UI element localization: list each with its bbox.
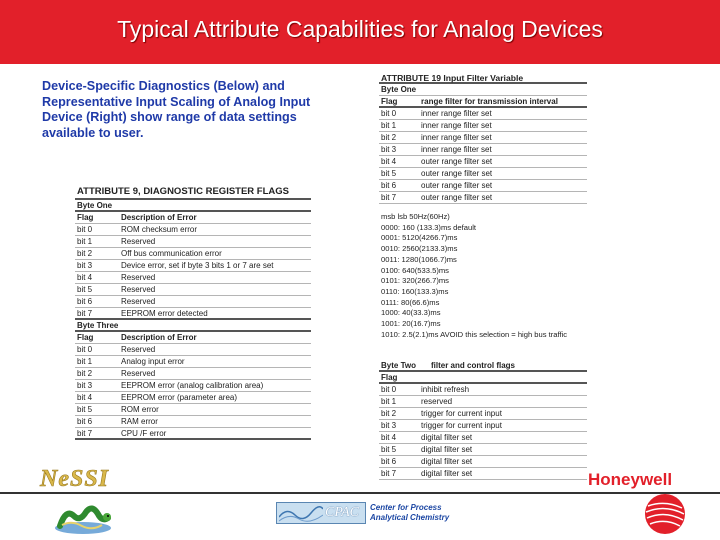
cpac-subtitle xyxy=(370,503,449,522)
byte-three-label-row xyxy=(75,320,311,332)
byte-one-label-row xyxy=(379,84,587,96)
note-line: 0010: 2560(2133.3)ms xyxy=(381,244,458,254)
col-flag: Flag xyxy=(77,333,94,342)
desc-cell: Reserved xyxy=(121,273,156,282)
flag-cell: bit 0 xyxy=(77,225,93,234)
table-row xyxy=(379,132,587,144)
desc-cell: Reserved xyxy=(121,285,156,294)
intro-text: Device-Specific Diagnostics (Below) and Representative Input Scaling of Analog Input Device (Right) show range of data settings available to user. xyxy=(42,79,311,140)
attribute-19-table xyxy=(379,72,587,204)
flag-cell: bit 6 xyxy=(77,297,93,306)
note-line: 0111: 80(66.6)ms xyxy=(381,297,440,307)
byte-one-label-row xyxy=(75,200,311,212)
slide-title: Typical Attribute Capabilities for Analog Devices xyxy=(117,16,603,42)
desc-cell: reserved xyxy=(421,397,453,406)
table-row xyxy=(75,296,311,308)
flag-cell: bit 7 xyxy=(381,469,397,478)
header-row xyxy=(379,96,587,108)
table-row xyxy=(379,396,587,408)
flag-cell: bit 2 xyxy=(77,249,93,258)
desc-cell: digital filter set xyxy=(421,469,473,478)
desc-cell: ROM error xyxy=(121,405,159,414)
note-line: 1010: 2.5(2.1)ms AVOID this selection = high bus traffic xyxy=(381,329,568,339)
table-row xyxy=(379,384,587,396)
table-row xyxy=(75,344,311,356)
flag-cell: bit 3 xyxy=(77,381,93,390)
header-row xyxy=(75,212,311,224)
table-row xyxy=(75,284,311,296)
table-row xyxy=(75,416,311,428)
col-desc: Description of Error xyxy=(121,213,197,222)
byte-two-table xyxy=(379,360,587,480)
note-line: 0110: 160(133.3)ms xyxy=(381,286,449,296)
desc-cell: Device error, set if byte 3 bits 1 or 7 are set xyxy=(121,261,274,270)
desc-cell: Reserved xyxy=(121,297,156,306)
desc-cell: EEPROM error detected xyxy=(121,309,208,318)
flag-cell: bit 0 xyxy=(381,109,397,118)
table-row xyxy=(75,236,311,248)
desc-cell: digital filter set xyxy=(421,433,473,442)
byte-two-label: Byte Two xyxy=(381,361,416,370)
table-row xyxy=(75,356,311,368)
note-line: 0011: 1280(1066.7)ms xyxy=(381,254,457,264)
note-line: 0101: 320(266.7)ms xyxy=(381,276,449,286)
desc-cell: CPU /F error xyxy=(121,429,167,438)
flag-cell: bit 5 xyxy=(77,285,93,294)
table-row xyxy=(75,248,311,260)
desc-cell: inner range filter set xyxy=(421,133,492,142)
desc-cell: EEPROM error (parameter area) xyxy=(121,393,238,402)
note-line: 0001: 5120(4266.7)ms xyxy=(381,233,458,243)
desc-cell: outer range filter set xyxy=(421,181,493,190)
desc-cell: outer range filter set xyxy=(421,157,493,166)
note-line: 1001: 20(16.7)ms xyxy=(381,319,441,329)
header-row xyxy=(379,372,587,384)
flag-cell: bit 2 xyxy=(77,369,93,378)
cpac-line-2: Analytical Chemistry xyxy=(370,512,450,522)
flag-cell: bit 3 xyxy=(381,421,397,430)
col-flag: Flag xyxy=(381,373,398,382)
byte-three-label: Byte Three xyxy=(77,321,119,330)
cpac-line-1: Center for Process xyxy=(370,503,442,512)
table-row xyxy=(379,432,587,444)
flag-cell: bit 7 xyxy=(77,309,93,318)
filter-timing-notes xyxy=(381,212,586,340)
flag-cell: bit 4 xyxy=(381,433,397,442)
table-row xyxy=(379,144,587,156)
ness-logo: NeSSI xyxy=(40,466,110,492)
flag-cell: bit 1 xyxy=(77,237,93,246)
ness-mascot-icon xyxy=(52,498,114,536)
flag-cell: bit 4 xyxy=(381,157,397,166)
desc-cell: inner range filter set xyxy=(421,109,492,118)
table-row xyxy=(379,180,587,192)
flag-cell: bit 1 xyxy=(77,357,93,366)
desc-cell: EEPROM error (analog calibration area) xyxy=(121,381,264,390)
table-row xyxy=(379,456,587,468)
desc-cell: Off bus communication error xyxy=(121,249,222,258)
note-line: 0100: 640(533.5)ms xyxy=(381,265,449,275)
attribute-19-title: ATTRIBUTE 19 Input Filter Variable xyxy=(379,72,587,84)
cpac-logo-text: CPAC xyxy=(325,505,359,520)
desc-cell: RAM error xyxy=(121,417,158,426)
note-line: 0000: 160 (133.3)ms default xyxy=(381,222,476,232)
flag-cell: bit 6 xyxy=(381,181,397,190)
cpac-logo xyxy=(276,502,366,524)
flag-cell: bit 3 xyxy=(381,145,397,154)
byte-one-label: Byte One xyxy=(381,85,417,94)
col-flag: Flag xyxy=(381,97,398,106)
table-row xyxy=(75,224,311,236)
flag-cell: bit 1 xyxy=(381,121,397,130)
note-line: 1000: 40(33.3)ms xyxy=(381,308,441,318)
desc-cell: digital filter set xyxy=(421,457,473,466)
desc-cell: trigger for current input xyxy=(421,409,502,418)
desc-cell: inhibit refresh xyxy=(421,385,470,394)
attribute-9-title: ATTRIBUTE 9, DIAGNOSTIC REGISTER FLAGS xyxy=(75,185,311,200)
flag-cell: bit 2 xyxy=(381,133,397,142)
table-row xyxy=(75,260,311,272)
col-desc: range filter for transmission interval xyxy=(421,97,558,106)
table-row xyxy=(379,156,587,168)
table-row xyxy=(75,392,311,404)
flag-cell: bit 2 xyxy=(381,409,397,418)
honeywell-globe-icon xyxy=(640,492,690,536)
desc-cell: outer range filter set xyxy=(421,169,493,178)
col-flag: Flag xyxy=(77,213,94,222)
desc-cell: trigger for current input xyxy=(421,421,502,430)
cpac-wave-icon xyxy=(279,503,323,523)
header-row xyxy=(75,332,311,344)
note-line: msb lsb 50Hz(60Hz) xyxy=(381,212,450,221)
flag-cell: bit 0 xyxy=(77,345,93,354)
table-row xyxy=(75,380,311,392)
desc-cell: Reserved xyxy=(121,345,156,354)
table-row xyxy=(75,428,311,440)
desc-cell: Analog input error xyxy=(121,357,185,366)
flag-cell: bit 3 xyxy=(77,261,93,270)
flag-cell: bit 4 xyxy=(77,273,93,282)
flag-cell: bit 7 xyxy=(381,193,397,202)
table-row xyxy=(379,408,587,420)
flag-cell: bit 4 xyxy=(77,393,93,402)
flag-cell: bit 7 xyxy=(77,429,93,438)
flag-cell: bit 5 xyxy=(381,445,397,454)
table-row xyxy=(379,444,587,456)
desc-cell: inner range filter set xyxy=(421,145,492,154)
byte-two-label-row xyxy=(379,360,587,372)
table-row xyxy=(75,368,311,380)
table-row xyxy=(379,192,587,204)
flag-cell: bit 6 xyxy=(77,417,93,426)
flag-cell: bit 1 xyxy=(381,397,397,406)
attribute-9-table xyxy=(75,185,311,440)
flag-cell: bit 0 xyxy=(381,385,397,394)
desc-cell: Reserved xyxy=(121,369,156,378)
desc-cell: inner range filter set xyxy=(421,121,492,130)
flag-cell: bit 5 xyxy=(77,405,93,414)
table-row xyxy=(379,468,587,480)
table-row xyxy=(379,108,587,120)
table-row xyxy=(379,420,587,432)
byte-two-desc: filter and control flags xyxy=(431,361,516,370)
table-row xyxy=(75,308,311,320)
desc-cell: ROM checksum error xyxy=(121,225,198,234)
flag-cell: bit 6 xyxy=(381,457,397,466)
honeywell-logo: Honeywell xyxy=(588,470,673,489)
desc-cell: outer range filter set xyxy=(421,193,493,202)
table-row xyxy=(75,404,311,416)
table-row xyxy=(379,168,587,180)
table-row xyxy=(379,120,587,132)
desc-cell: digital filter set xyxy=(421,445,473,454)
col-desc: Description of Error xyxy=(121,333,197,342)
table-row xyxy=(75,272,311,284)
flag-cell: bit 5 xyxy=(381,169,397,178)
desc-cell: Reserved xyxy=(121,237,156,246)
byte-one-label: Byte One xyxy=(77,201,113,210)
